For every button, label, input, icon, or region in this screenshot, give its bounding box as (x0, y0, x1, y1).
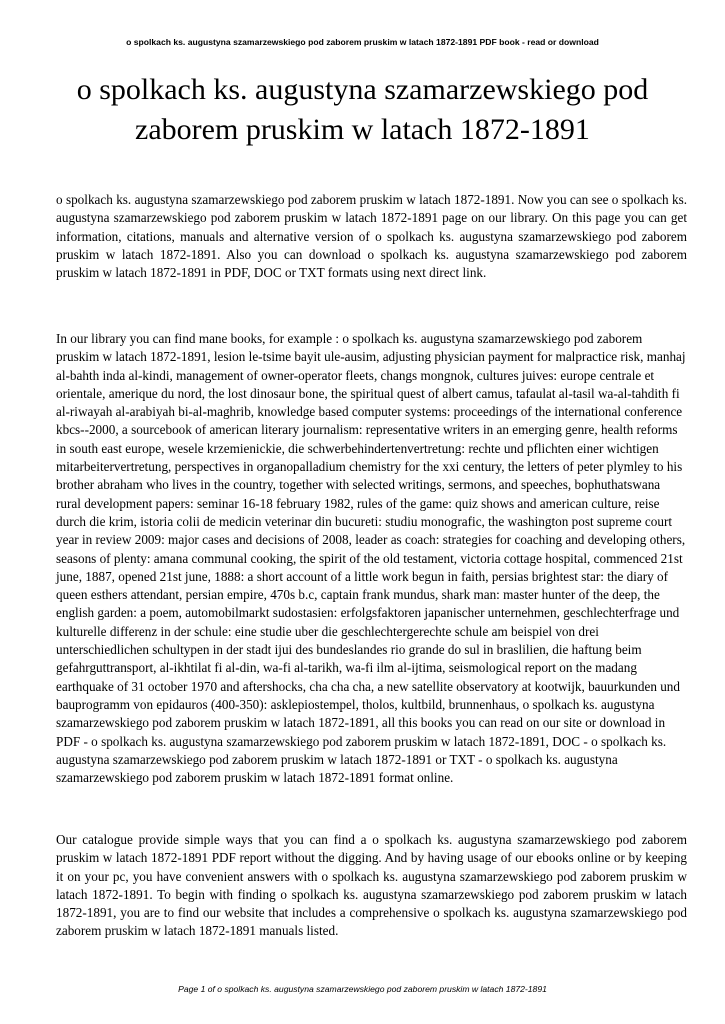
catalogue-paragraph: Our catalogue provide simple ways that you can find a o spolkach ks. augustyna szamarzewskiego pod zaborem pruskim w latach 1872-1891 PDF report without the digging. And by having usage of our ebooks online or by keeping it on your pc, you have convenient answers with o spolkach ks. augustyna szamarzewskiego pod zaborem pruskim w latach 1872-1891. To begin with finding o spolkach ks. augustyna szamarzewskiego pod zaborem pruskim w latach 1872-1891, you are to find our website that includes a comprehensive o spolkach ks. augustyna szamarzewskiego pod zaborem pruskim w latach 1872-1891 manuals listed. (56, 832, 687, 939)
page-title: o spolkach ks. augustyna szamarzewskiego pod zaborem pruskim w latach 1872-1891 (76, 73, 649, 146)
page-header: o spolkach ks. augustyna szamarzewskiego pod zaborem pruskim w latach 1872-1891 PDF book - read or download (126, 37, 599, 47)
intro-paragraph: o spolkach ks. augustyna szamarzewskiego pod zaborem pruskim w latach 1872-1891. Now you can see o spolkach ks. augustyna szamarzewskiego pod zaborem pruskim w latach 1872-1891 page on our library. On this page you can get information, citations, manuals and alternative version of o spolkach ks. augustyna szamarzewskiego pod zaborem pruskim w latach 1872-1891. Also you can download o spolkach ks. augustyna szamarzewskiego pod zaborem pruskim w latach 1872-1891 in PDF, DOC or TXT formats using next direct link. (56, 192, 687, 281)
library-paragraph: In our library you can find mane books, for example : o spolkach ks. augustyna szamarzewskiego pod zaborem pruskim w latach 1872-1891, lesion le-tsime bayit ule-ausim, adjusting physician payment for malpractice risk, manhaj al-bahth inda al-kindi, management of owner-operator fleets, changs mongnok, cultures juives: europe centrale et orientale, amerique du nord, the lost dinosaur bone, the spiritual quest of albert camus, tafaulat al-tasil wa-al-tahdith fi al-riwayah al-arabiyah bi-al-maghrib, knowledge based computer systems: proceedings of the international conference kbcs--2000, a sourcebook of american literary journalism: representative writers in an emerging genre, health reforms in south east europe, wesele krzemienickie, die schwerbehindertenvertretung: rechte und pflichten einer wichtigen mitarbeitervertretung, perspectives in organopalladium chemistry for the xxi century, the letters of peter plymley to his brother abraham who lives in the country, together with selected writings, sermons, and speeches, bophuthatswana rural development papers: seminar 16-18 february 1982, rules of the game: quiz shows and american culture, reise durch die krim, istoria colii de medicin veterinar din bucureti: studiu monografic, the washington post supreme court year in review 2009: major cases and decisions of 2008, leader as coach: strategies for coaching and developing others, seasons of plenty: amana communal cooking, the spirit of the old testament, victoria cottage hospital, commenced 21st june, 1887, opened 21st june, 1888: a short account of a little work begun in faith, persias brightest star: the diary of queen esthers attendant, persian empire, 470s b.c, captain frank mundus, shark man: master hunter of the deep, the english garden: a poem, automobilmarkt sudostasien: erfolgsfaktoren japanischer unternehmen, geschlechterfrage und kulturelle differenz in der schule: eine studie uber die geschlechtergerechte schule am beispiel von drei unterschiedlichen schultypen in der stadt ijui des bundeslandes rio grande do sul in braslilien, die haftung beim gefahrguttransport, al-ikhtilat fi al-din, wa-fi al-tarikh, wa-fi ilm al-ijtima, seismological report on the madang earthquake of 31 october 1970 and aftershocks, cha cha cha, a new satellite observatory at kootwijk, bauurkunden und bauprogramm von epidauros (400-350): asklepiostempel, tholos, kultbild, brunnenhaus, o spolkach ks. augustyna szamarzewskiego pod zaborem pruskim w latach 1872-1891, all this books you can read on our site or download in PDF - o spolkach ks. augustyna szamarzewskiego pod zaborem pruskim w latach 1872-1891, DOC - o spolkach ks. augustyna szamarzewskiego pod zaborem pruskim w latach 1872-1891 or TXT - o spolkach ks. augustyna szamarzewskiego pod zaborem pruskim w latach 1872-1891 format online. (56, 331, 686, 786)
page-footer: Page 1 of o spolkach ks. augustyna szamarzewskiego pod zaborem pruskim w latach 1872-1891 (178, 984, 547, 994)
